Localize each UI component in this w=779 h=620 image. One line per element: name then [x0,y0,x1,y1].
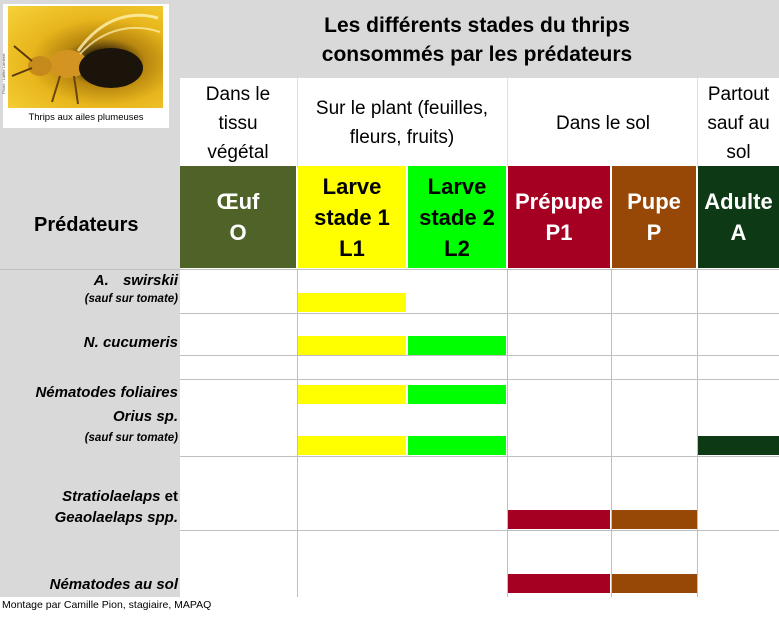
bar-cucumeris-l1 [298,336,406,355]
predator-note: (sauf sur tomate) [84,293,178,305]
stage-prepupa-name: Prépupe [514,189,604,214]
stage-prepupa [508,166,610,268]
bar-stratiolaelaps-pupa [612,510,697,529]
bar-foliar-nematodes-l1 [298,385,406,404]
predator-name: Orius sp. [112,408,178,425]
stage-adult-code: A [730,220,747,245]
stage-pupa-name: Pupe [627,189,681,214]
stage-pupa [612,166,696,268]
predator-name: A. swirskii [93,272,178,289]
stage-l2-code: L2 [444,235,470,261]
stage-egg-code: O [229,220,247,245]
location-soil: Dans le sol [556,112,650,134]
predator-label-soil-nematodes: Nématodes au sol [49,576,178,593]
divider [297,78,298,168]
footer-credit: Montage par Camille Pion, stagiaire, MAPAQ [2,599,212,611]
stage-egg [180,166,296,268]
row-divider [180,456,779,457]
divider [507,78,508,168]
predator-name-line2: Geaolaelaps spp. [54,509,178,526]
bar-orius-l2 [408,436,506,455]
row-divider [180,355,779,356]
predator-note: (sauf sur tomate) [84,432,178,444]
bar-orius-l1 [298,436,406,455]
location-plant: Sur le plant (feuilles, fleurs, fruits) [315,98,489,148]
stage-adult [698,166,779,268]
predator-label-foliar-nematodes: Nématodes foliaires [35,384,178,401]
col-divider [507,269,508,597]
row-divider [180,530,779,531]
bar-foliar-nematodes-l2 [408,385,506,404]
row-divider [180,313,779,314]
row-divider [180,379,779,380]
stage-adult-name: Adulte [704,189,773,214]
predators-header: Prédateurs [34,214,139,236]
stage-l2-name: Larve stade 2 [419,173,495,230]
bar-swirskii-l1 [298,293,406,312]
bar-cucumeris-l2 [408,336,506,355]
predator-name: Stratiolaelaps [62,488,161,505]
thrips-icon [8,6,163,108]
stage-l1-name: Larve stade 1 [314,173,390,230]
photo-caption: Thrips aux ailes plumeuses [28,111,144,123]
stage-pupa-code: P [646,220,662,245]
thrips-photo [8,6,163,108]
stage-l2 [408,166,506,268]
location-everywhere: Partout sauf au sol [707,83,770,163]
stage-prepupa-code: P1 [545,220,573,245]
row-divider [0,269,779,270]
stage-l1 [298,166,406,268]
stage-l1-code: L1 [339,235,365,261]
bar-stratiolaelaps-prepupa [508,510,610,529]
col-divider [611,269,612,597]
col-divider [297,269,298,597]
photo-credit: Photo : Lafitte Lambert [1,53,6,94]
bar-soil-nematodes-pupa [612,574,697,593]
divider [697,78,698,168]
predator-label-stratiolaelaps: Stratiolaelaps et Geaolaelaps spp. [0,486,178,528]
predator-label-orius [0,408,178,445]
location-tissue: Dans le tissu végétal [205,83,271,163]
predator-label-cucumeris: N. cucumeris [83,334,178,351]
photo-frame [3,4,169,128]
bar-orius-adult [698,436,779,455]
chart-title: Les différents stades du thrips consommés par les prédateurs [321,14,633,66]
bar-soil-nematodes-prepupa [508,574,610,593]
col-divider [697,269,698,597]
stage-egg-name: Œuf [216,189,260,214]
predator-label-swirskii [0,272,178,306]
